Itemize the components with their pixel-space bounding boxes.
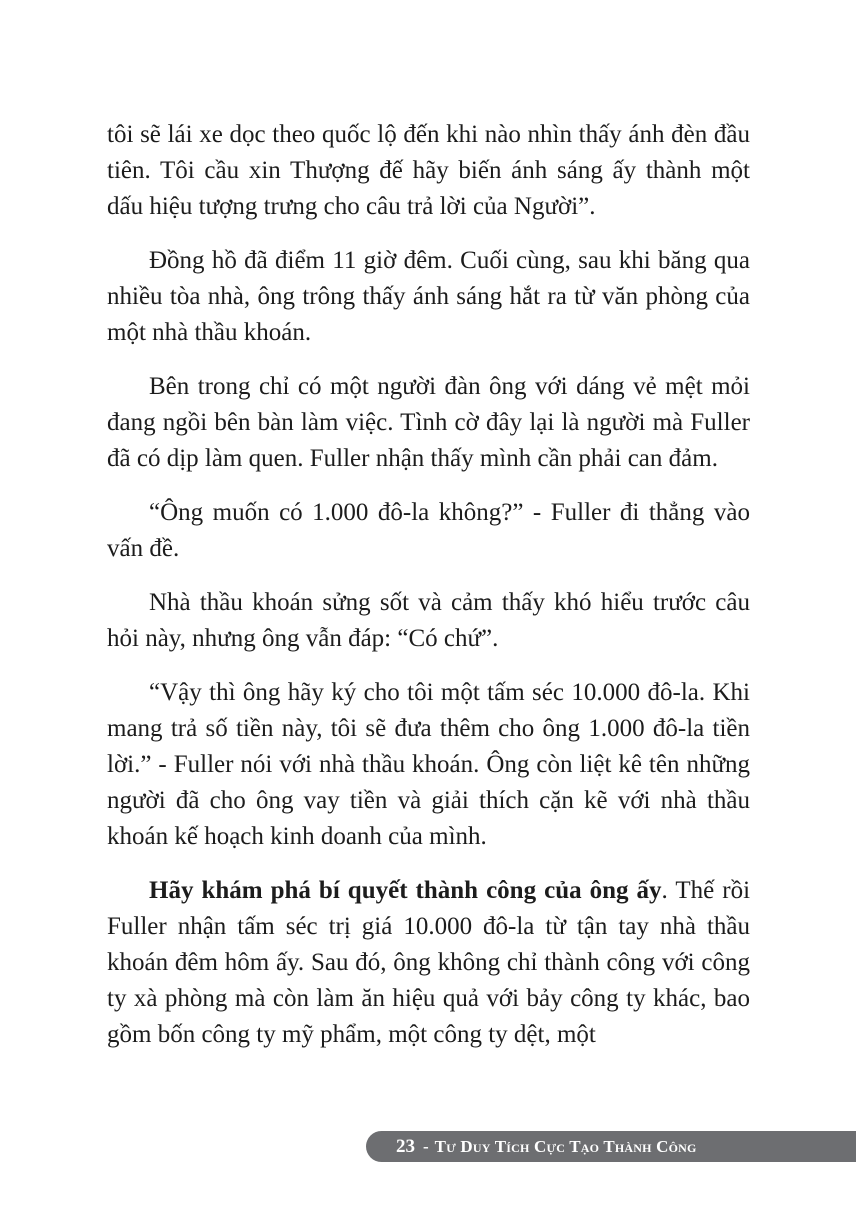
footer-separator: - xyxy=(423,1136,429,1156)
page-footer xyxy=(366,1131,856,1162)
page-number: 23 xyxy=(396,1135,415,1157)
book-title: Tư Duy Tích Cực Tạo Thành Công xyxy=(434,1136,697,1156)
paragraph-1: tôi sẽ lái xe dọc theo quốc lộ đến khi nào nhìn thấy ánh đèn đầu tiên. Tôi cầu xin Thượng đế hãy biến ánh sáng ấy thành một dấu hiệu tượng trưng cho câu trả lời của Người”. xyxy=(107,121,750,220)
paragraph-7 xyxy=(107,873,750,1053)
paragraph-5: Nhà thầu khoán sửng sốt và cảm thấy khó hiểu trước câu hỏi này, nhưng ông vẫn đáp: “Có chứ”. xyxy=(107,589,750,652)
paragraph-2: Đồng hồ đã điểm 11 giờ đêm. Cuối cùng, sau khi băng qua nhiều tòa nhà, ông trông thấy ánh sáng hắt ra từ văn phòng của một nhà thầu khoán. xyxy=(107,247,750,346)
paragraph-7-bold-phrase: Hãy khám phá bí quyết thành công của ông ấy xyxy=(149,877,662,904)
paragraph-4: “Ông muốn có 1.000 đô-la không?” - Fuller đi thẳng vào vấn đề. xyxy=(107,499,750,562)
paragraph-6: “Vậy thì ông hãy ký cho tôi một tấm séc 10.000 đô-la. Khi mang trả số tiền này, tôi sẽ đưa thêm cho ông 1.000 đô-la tiền lời.” - Fuller nói với nhà thầu khoán. Ông còn liệt kê tên những người đã cho ông vay tiền và giải thích cặn kẽ với nhà thầu khoán kế hoạch kinh doanh của mình. xyxy=(107,679,750,850)
page-body xyxy=(107,117,750,1053)
paragraph-7-text: . Thế rồi Fuller nhận tấm séc trị giá 10.000 đô-la từ tận tay nhà thầu khoán đêm hôm ấy. Sau đó, ông không chỉ thành công với công ty xà phòng mà còn làm ăn hiệu quả với bảy công ty khác, bao gồm bốn công ty mỹ phẩm, một công ty dệt, một xyxy=(107,877,751,1048)
paragraph-3: Bên trong chỉ có một người đàn ông với dáng vẻ mệt mỏi đang ngồi bên bàn làm việc. Tình cờ đây lại là người mà Fuller đã có dịp làm quen. Fuller nhận thấy mình cần phải can đảm. xyxy=(107,373,750,472)
